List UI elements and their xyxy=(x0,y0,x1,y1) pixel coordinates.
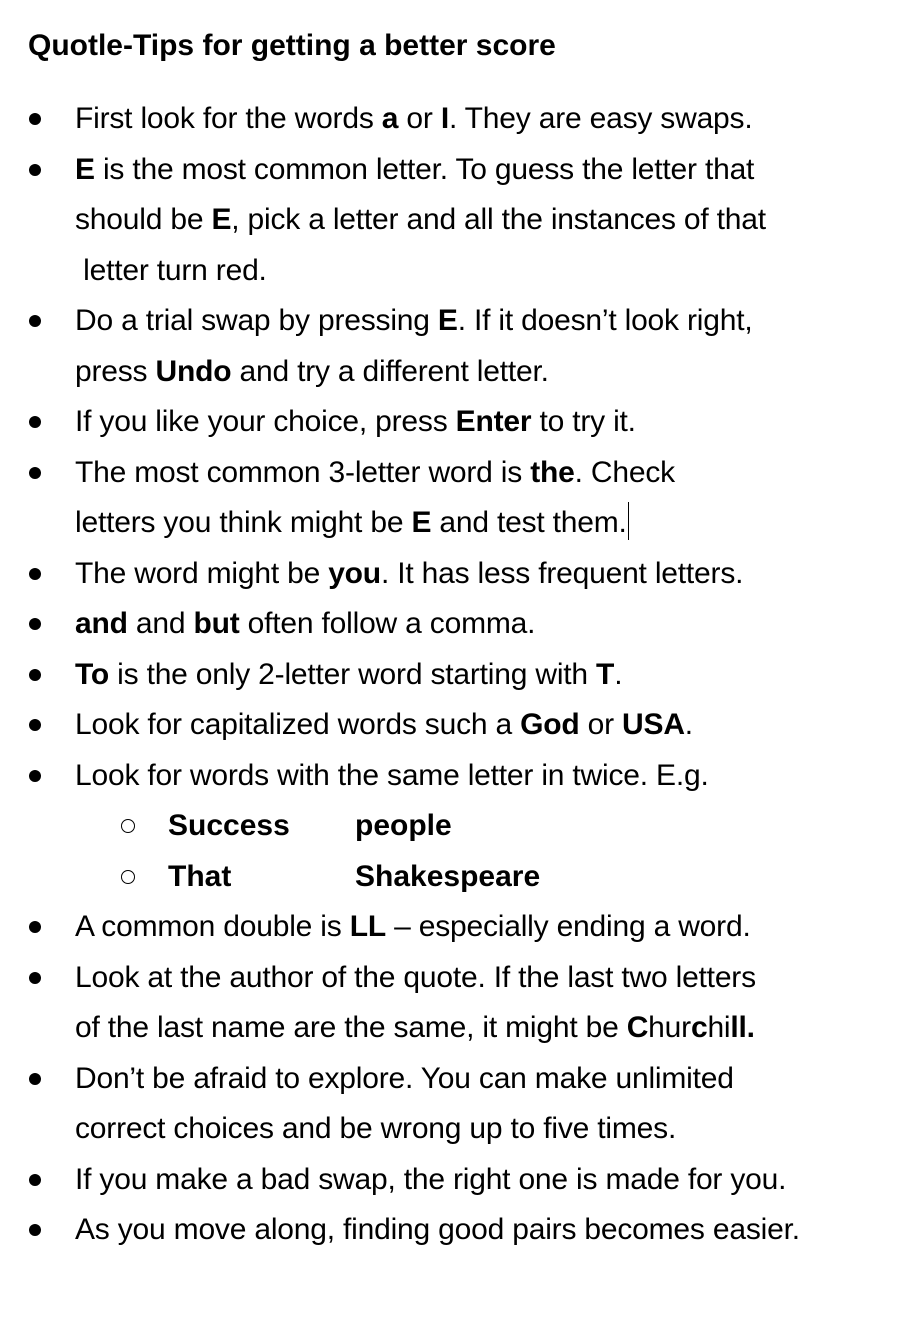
tip-keyword: ll. xyxy=(730,1011,755,1044)
bullet-icon xyxy=(29,416,41,428)
tip-text: . If it doesn’t look right, xyxy=(457,304,753,337)
tip-text: Look for capitalized words such a xyxy=(75,708,521,741)
tip-line xyxy=(75,650,900,701)
tip-text: Don’t be afraid to explore. You can make unlimited xyxy=(75,1061,734,1095)
tip-item xyxy=(0,1155,910,1206)
tip-text: . It has less frequent letters. xyxy=(380,556,744,590)
tip-item xyxy=(0,599,910,650)
tip-text: or xyxy=(398,102,441,135)
tip-item xyxy=(0,1205,910,1256)
tip-text: hi xyxy=(707,1011,731,1044)
tip-text: – especially ending a word. xyxy=(385,910,751,943)
circle-bullet-icon xyxy=(121,819,135,833)
tip-keyword: you xyxy=(328,556,381,590)
tip-keyword: c xyxy=(690,1011,708,1044)
tip-text: and try a different letter. xyxy=(231,354,549,388)
tip-text: . They are easy swaps. xyxy=(448,102,753,135)
tip-item xyxy=(0,94,910,145)
tip-keyword: USA xyxy=(622,708,685,741)
tip-text: If you make a bad swap, the right one is made for you. xyxy=(75,1162,787,1196)
bullet-icon xyxy=(29,164,41,176)
bullet-icon xyxy=(29,467,41,479)
tip-item xyxy=(0,296,910,397)
tip-text: hur xyxy=(648,1011,691,1044)
tip-text: The word might be xyxy=(75,556,329,590)
tip-line xyxy=(75,448,900,499)
tip-keyword: LL xyxy=(349,910,386,943)
tip-keyword: E xyxy=(411,506,432,539)
tip-text: Look for words with the same letter in twice. E.g. xyxy=(75,758,709,792)
tip-keyword: C xyxy=(626,1011,649,1044)
tip-text: or xyxy=(579,708,623,741)
tip-keyword: a xyxy=(381,102,399,135)
tip-text: is the most common letter. To guess the letter that xyxy=(94,152,755,186)
tip-line xyxy=(75,1155,900,1206)
tip-keyword: the xyxy=(530,455,575,489)
tip-text: to try it. xyxy=(531,405,636,438)
tip-line xyxy=(75,599,900,650)
bullet-icon xyxy=(29,618,41,630)
example-word: people xyxy=(355,809,452,842)
tip-keyword: God xyxy=(520,708,580,741)
tip-text: If you like your choice, press xyxy=(75,405,456,438)
tip-line xyxy=(75,700,900,751)
tip-text: . Check xyxy=(574,455,675,489)
bullet-icon xyxy=(29,770,41,782)
tip-line xyxy=(75,94,900,145)
example-word: That xyxy=(168,859,232,893)
tip-line xyxy=(75,751,900,802)
tip-line xyxy=(75,397,900,448)
example-item xyxy=(0,852,910,903)
text-cursor xyxy=(628,502,629,540)
tip-text: and test them. xyxy=(431,506,627,539)
tip-keyword: Undo xyxy=(155,354,232,388)
example-word: Success xyxy=(168,809,290,842)
tip-text: , pick a letter and all the instances of that xyxy=(231,203,766,236)
tip-text: . xyxy=(614,657,623,691)
tip-item xyxy=(0,650,910,701)
tip-keyword: E xyxy=(437,304,458,337)
bullet-icon xyxy=(29,568,41,580)
tip-item xyxy=(0,700,910,751)
tip-item xyxy=(0,397,910,448)
tip-line xyxy=(75,498,900,549)
tip-text: of the last name are the same, it might be xyxy=(75,1011,627,1044)
bullet-icon xyxy=(29,719,41,731)
tip-keyword: To xyxy=(75,657,110,691)
tip-text: and xyxy=(127,607,194,640)
example-word: Shakespeare xyxy=(355,859,541,893)
bullet-icon xyxy=(29,1174,41,1186)
tip-item xyxy=(0,751,910,802)
tip-line xyxy=(75,953,900,1004)
tip-text: correct choices and be wrong up to five times. xyxy=(75,1112,677,1145)
tip-line xyxy=(75,296,900,347)
tip-item xyxy=(0,549,910,600)
tip-line xyxy=(75,347,900,398)
tip-line xyxy=(75,549,900,600)
bullet-icon xyxy=(29,1224,41,1236)
tip-line xyxy=(75,1054,900,1105)
tip-text: A common double is xyxy=(75,910,350,943)
tip-item xyxy=(0,145,910,297)
bullet-icon xyxy=(29,1073,41,1085)
tip-text: should be xyxy=(75,203,212,236)
tip-line xyxy=(75,145,900,196)
tip-item xyxy=(0,1054,910,1155)
document-title: Quotle-Tips for getting a better score xyxy=(28,29,556,62)
tip-line xyxy=(75,1205,900,1256)
tip-line xyxy=(75,1003,900,1054)
tip-text: press xyxy=(75,354,156,388)
tips-list xyxy=(0,94,910,1256)
bullet-icon xyxy=(29,669,41,681)
tip-text: . xyxy=(684,708,693,741)
tip-text: letter turn red. xyxy=(75,253,267,287)
tip-item xyxy=(0,953,910,1054)
bullet-icon xyxy=(29,113,41,125)
tip-text: Look at the author of the quote. If the last two letters xyxy=(75,960,756,994)
tip-text: The most common 3-letter word is xyxy=(75,455,531,489)
tip-text: As you move along, finding good pairs becomes easier. xyxy=(75,1213,800,1246)
tip-text: First look for the words xyxy=(75,102,382,135)
tip-text: is the only 2-letter word starting with xyxy=(109,657,597,691)
bullet-icon xyxy=(29,972,41,984)
tip-line xyxy=(75,902,900,953)
tip-text: Do a trial swap by pressing xyxy=(75,304,438,337)
tip-keyword: E xyxy=(211,203,232,236)
tip-text: often follow a comma. xyxy=(239,607,536,640)
tip-keyword: Enter xyxy=(455,405,532,438)
tip-keyword: I xyxy=(440,102,449,135)
bullet-icon xyxy=(29,315,41,327)
tip-keyword: T xyxy=(596,657,615,691)
tip-keyword: E xyxy=(75,152,95,186)
tip-keyword: but xyxy=(193,607,240,640)
bullet-icon xyxy=(29,921,41,933)
example-item xyxy=(0,801,910,852)
tip-line xyxy=(75,246,900,297)
circle-bullet-icon xyxy=(121,870,135,884)
tip-line xyxy=(75,195,900,246)
tip-item xyxy=(0,448,910,549)
tip-line xyxy=(75,1104,900,1155)
tip-keyword: and xyxy=(75,607,128,640)
tip-text: letters you think might be xyxy=(75,506,412,539)
tip-item xyxy=(0,902,910,953)
